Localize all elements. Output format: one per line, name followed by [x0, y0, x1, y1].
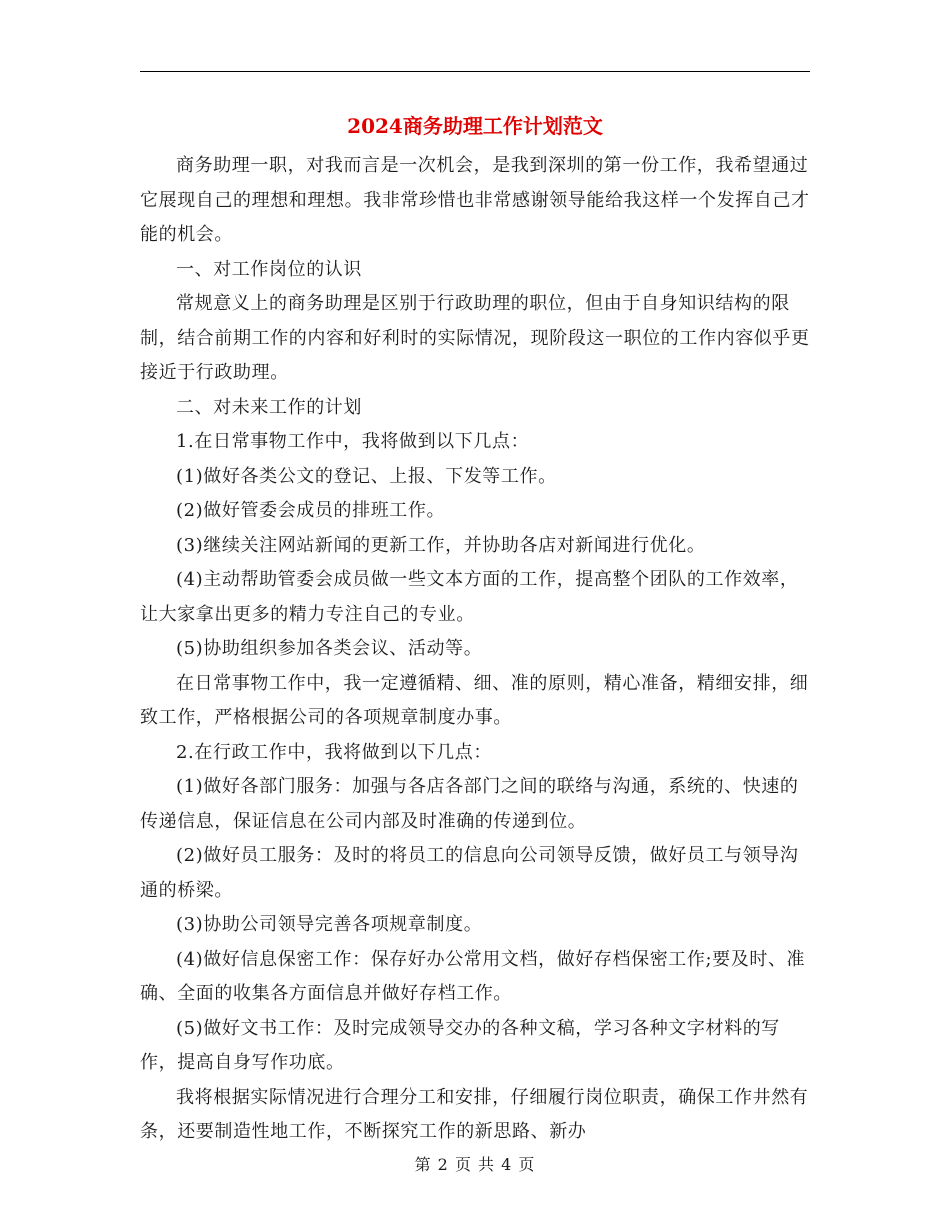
paragraph: 我将根据实际情况进行合理分工和安排，仔细履行岗位职责，确保工作井然有条，还要制造性地工作，不断探究工作的新思路、新办 [140, 1086, 809, 1142]
list-item: (3)协助公司领导完善各项规章制度。 [176, 914, 483, 935]
paragraph: 常规意义上的商务助理是区别于行政助理的职位，但由于自身知识结构的限制，结合前期工作的内容和好利时的实际情况，现阶段这一职位的工作内容似乎更接近于行政助理。 [140, 293, 810, 383]
list-item: (3)继续关注网站新闻的更新工作，并协助各店对新闻进行优化。 [176, 534, 706, 556]
document-body [140, 149, 816, 1150]
paragraph: 在日常事物工作中，我一定遵循精、细、准的原则，精心准备，精细安排，细致工作，严格根据公司的各项规章制度办事。 [140, 672, 809, 728]
paragraph: 商务助理一职，对我而言是一次机会，是我到深圳的第一份工作，我希望通过它展现自己的理想和理想。我非常珍惜也非常感谢领导能给我这样一个发挥自己才能的机会。 [140, 155, 810, 245]
list-item: (1)做好各类公文的登记、上报、下发等工作。 [176, 465, 557, 487]
list-item: (5)协助组织参加各类会议、活动等。 [176, 638, 483, 659]
list-item: (1)做好各部门服务：加强与各店各部门之间的联络与沟通，系统的、快速的传递信息，保证信息在公司内部及时准确的传递到位。 [140, 776, 799, 832]
page-number-footer: 第 2 页 共 4 页 [414, 1155, 536, 1174]
list-item: (5)做好文书工作：及时完成领导交办的各种文稿，学习各种文字材料的写作，提高自身写作功底。 [140, 1017, 780, 1073]
list-item: (4)主动帮助管委会成员做一些文本方面的工作，提高整个团队的工作效率，让大家拿出更多的精力专注自己的专业。 [140, 569, 799, 625]
subsection-heading: 2.在行政工作中，我将做到以下几点： [176, 741, 492, 763]
header-rule [140, 71, 810, 72]
subsection-heading: 1.在日常事物工作中，我将做到以下几点： [176, 431, 530, 452]
list-item: (2)做好员工服务：及时的将员工的信息向公司领导反馈，做好员工与领导沟通的桥梁。 [140, 845, 799, 901]
section-heading: 二、对未来工作的计划 [176, 396, 362, 418]
list-item: (4)做好信息保密工作：保存好办公常用文档，做好存档保密工作;要及时、准确、全面的收集各方面信息并做好存档工作。 [140, 948, 806, 1004]
document-title: 2024商务助理工作计划范文 [347, 114, 603, 138]
section-heading: 一、对工作岗位的认识 [176, 258, 362, 280]
list-item: (2)做好管委会成员的排班工作。 [176, 500, 446, 521]
